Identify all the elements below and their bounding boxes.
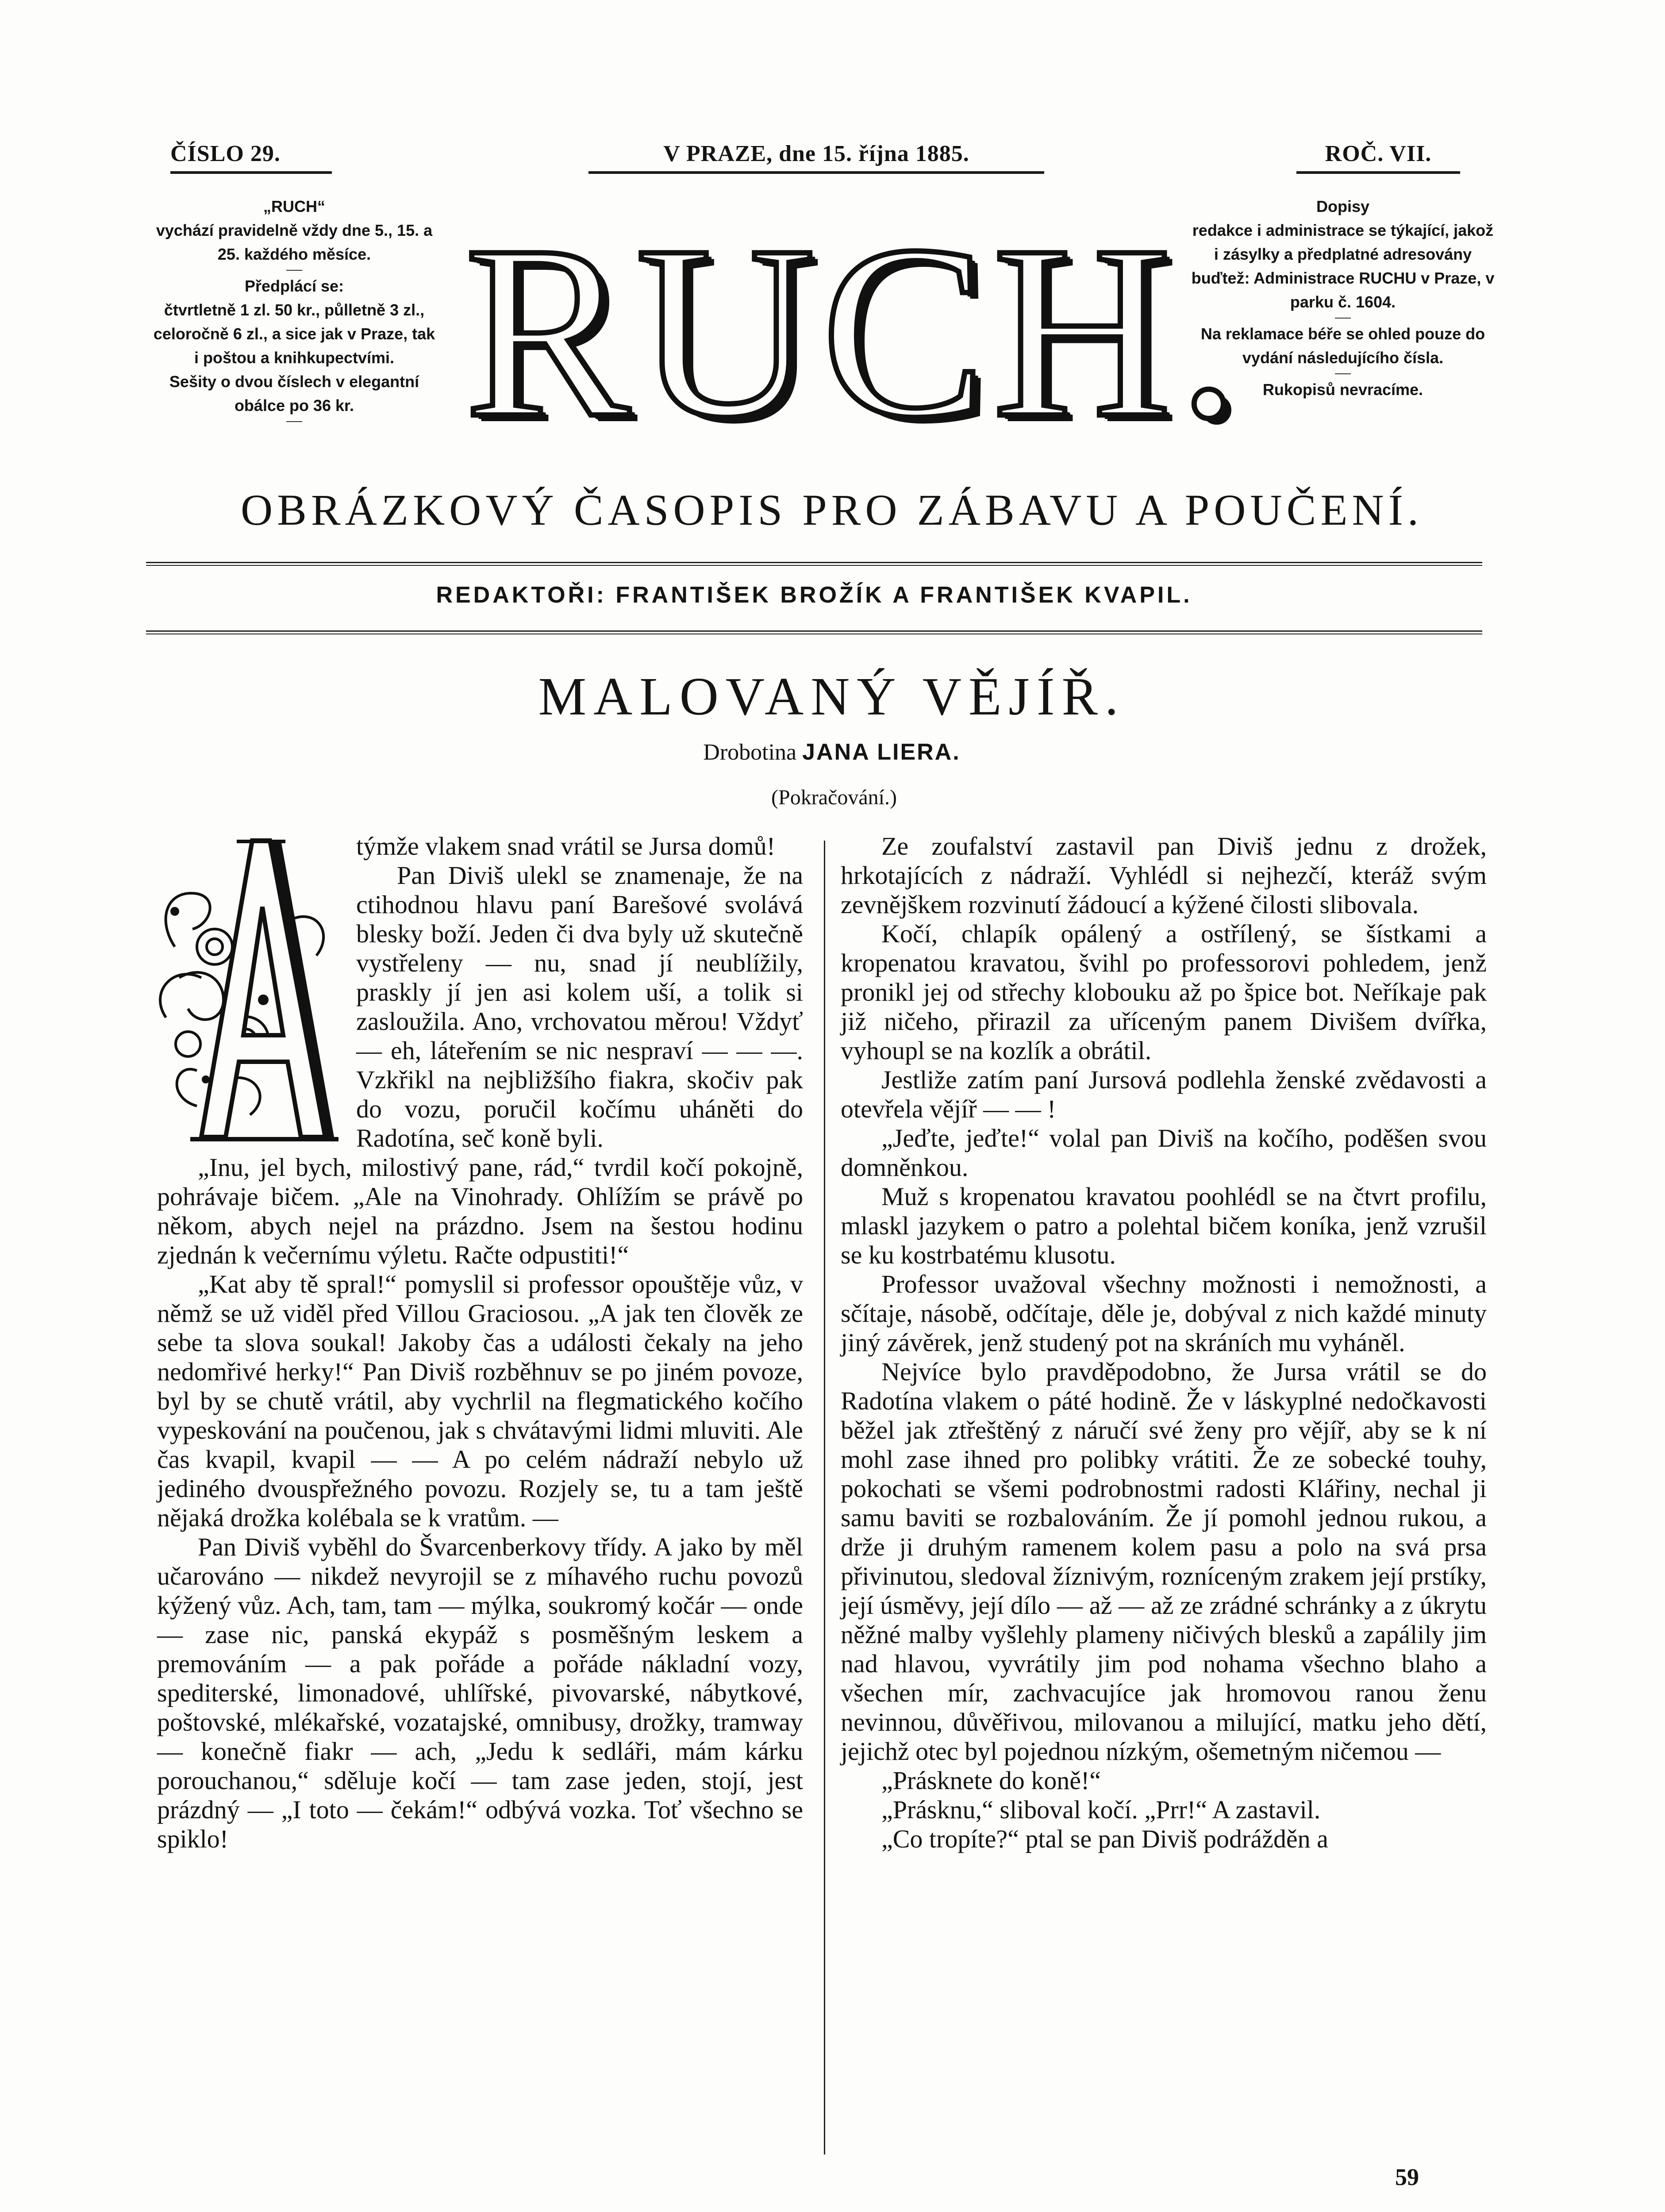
divider — [1335, 318, 1351, 319]
article-left-column — [148, 832, 803, 2159]
ornamental-dropcap — [148, 832, 347, 1146]
continued-note: (Pokračování.) — [771, 786, 897, 809]
info-subscribe-heading: Předplácí se: — [244, 277, 344, 295]
article-title: MALOVANÝ VĚJÍŘ. — [538, 667, 1126, 726]
paragraph: Muž s kropenatou kravatou poohlédl se na čtvrt profilu, mlaskl jazykem o patro a polehtal bičem koníka, jenž vzrušil se ku kostrbatému klusotu. — [841, 1182, 1487, 1269]
masthead-title: RUCH. — [465, 195, 1246, 469]
divider — [286, 270, 302, 271]
info-letters-heading: Dopisy — [1316, 197, 1370, 215]
divider — [1335, 373, 1351, 374]
issue-number: ČÍSLO 29. — [170, 141, 332, 174]
divider — [146, 630, 1482, 634]
paragraph: „Jeďte, jeďte!“ volal pan Diviš na kočího, poděšen svou domněnkou. — [841, 1124, 1487, 1182]
divider — [146, 562, 1482, 566]
column-separator — [824, 841, 825, 2154]
paragraph: Pan Diviš ulekl se znamenaje, že na ctihodnou hlavu paní Barešové svolává blesky boží. Jeden či dva byly už skutečně vystřeleny — nu, snad jí neublížily, praskly jí jen asi kolem uší, a tolik si zasloužila. Ano, vrchovatou měrou! Vždyť — eh, láteřením se nic nespraví — — —. Vzkřikl na nejbližšího fiakra, skočiv pak do vozu, poručil kočímu uháněti do Radotína, seč koně byli. — [356, 861, 803, 1152]
page-number: 59 — [1395, 2164, 1419, 2190]
byline-prefix: Drobotina — [703, 740, 797, 765]
info-complaints: Na reklamace béře se ohled pouze do vydání následujícího čísla. — [1200, 325, 1485, 367]
paragraph: „Prásknete do koně!“ — [881, 1766, 1101, 1795]
paragraph: Ze zoufalství zastavil pan Diviš jednu z drožek, hrkotajících z nádraží. Vyhlédl si nejhezčí, kteráž svým zevnějškem rozvinutí žádoucí a kýžené čilosti slibovala. — [841, 832, 1487, 919]
article-right-column — [841, 832, 1487, 2154]
paragraph: Nejvíce bylo pravděpodobno, že Jursa vrátil se do Radotína vlakem o páté hodině. Že v láskyplné nedočkavosti běžel jak ztřeštěný z náručí své ženy pro vějíř, aby se k ní mohl zase ihned pro polibky vrátiti. Že ze sobecké touhy, pokochati se všemi podrobnostmi radosti Klářiny, nechal ji samu baviti se rozbalováním. Že jí pomohl jednou rukou, a drže ji druhým ramenem kolem pasu a polo na svá prsa přivinutou, sledoval žíznivým, rozníceným zrakem její prstíky, její úsměvy, její dílo — až — až ze zrádné schránky a z úkrytu něžné malby vyšlehly plameny ničivých blesků a zapálily jim nad hlavou, vyvrátily jim pod nohama všechno blaho a všechen mír, zachvacujíce jak hromovou ranou ženu nevinnou, důvěřivou, milovanou a milující, matku jeho dětí, jejichž otec byl pojednou nízkým, ošemetným ničemou — — [841, 1357, 1487, 1766]
paragraph: Professor uvažoval všechny možnosti i nemožnosti, a sčítaje, násobě, odčítaje, děle je, dobýval z nich každé minuty jiný závěrek, jenž studený pot na skráních mu vyháněl. — [841, 1270, 1487, 1357]
info-booklets: Sešity o dvou číslech v elegantní obálce po 36 kr. — [169, 373, 419, 415]
divider — [286, 421, 302, 422]
masthead-subtitle: OBRÁZKOVÝ ČASOPIS PRO ZÁBAVU A POUČENÍ. — [241, 485, 1423, 534]
paragraph: Jestliže zatím paní Jursová podlehla ženské zvědavosti a otevřela vějíř — — ! — [841, 1065, 1487, 1123]
editors-line: REDAKTOŘI: FRANTIŠEK BROŽÍK A FRANTIŠEK KVAPIL. — [436, 582, 1192, 608]
paragraph: „Prásknu,“ sliboval kočí. „Prr!“ A zastavil. — [881, 1795, 1321, 1824]
volume-number: ROČ. VII. — [1296, 141, 1460, 174]
subscription-info — [150, 195, 438, 426]
info-prices: čtvrtletně 1 zl. 50 kr., půlletně 3 zl., celoročně 6 zl., a sice jak v Praze, tak i poštou a knihkupectvími. — [153, 301, 435, 367]
paragraph: „Inu, jel bych, milostivý pane, rád,“ tvrdil kočí pokojně, pohrávaje bičem. „Ale na Vinohrady. Ohlížím se právě po někom, abych nejel na prázdno. Jsem na šestou hodinu zjednán k večernímu výletu. Račte odpustiti!“ — [157, 1153, 803, 1269]
article-byline — [146, 739, 1518, 765]
byline-author: JANA LIERA. — [802, 739, 961, 765]
correspondence-info — [1190, 195, 1496, 402]
info-ruch: „RUCH“ — [263, 197, 325, 215]
info-manuscripts: Rukopisů nevracíme. — [1262, 380, 1423, 399]
info-schedule: vychází pravidelně vždy dne 5., 15. a 25. každého měsíce. — [156, 221, 433, 263]
info-address: redakce i administrace se týkající, jakož i zásylky a předplatné adresovány buďtež: Administrace RUCHU v Praze, v parku č. 1604. — [1191, 221, 1495, 311]
paragraph: Kočí, chlapík opálený a ostřílený, se šístkami a kropenatou kravatou, švihl po professorovi pohledem, jenž pronikl jej od střechy klobouku až po špice bot. Neříkaje pak již ničeho, přirazil za uříceným panem Divišem dvířka, vyhoupl se na kozlík a obrátil. — [841, 919, 1487, 1065]
paragraph: „Kat aby tě spral!“ pomyslil si professor opouštěje vůz, v němž se už viděl před Villou Graciosou. „A jak ten člověk ze sebe ta slova soukal! Jakoby čas a události čekaly na jeho nedomřivé herky!“ Pan Diviš rozběhnuv se po jiném povoze, byl by se chutě vrátil, aby vychrlil na flegmatického kočího vypeskování na poučenou, jak s chvátavými lidmi mluviti. Ale čas kvapil, kvapil — — A po celém nádraží nebylo už jediného dvouspřežného povozu. Rozjely se, tu a tam ještě nějaká drožka kolébala se k vratům. — — [157, 1270, 803, 1532]
paragraph: Pan Diviš vyběhl do Švarcenberkovy třídy. A jako by měl učarováno — nikdež nevyrojil se z míhavého ruchu povozů kýžený vůz. Ach, tam, tam — mýlka, soukromý kočár — onde — zase nic, panská ekypáž s posměšným leskem a premováním — a pak pořáde a pořáde nákladní vozy, spediterské, limonadové, uhlířské, pivovarské, nábytkové, poštovské, mlékařské, vozatajské, omnibusy, drožky, tramway — konečně fiakr — ach, „Jedu k sedláři, mám kárku porouchanou,“ sděluje kočí — tam zase jeden, stojí, jest prázdný — „I toto — čekám!“ odbývá vozka. Toť všechno se spiklo! — [157, 1532, 803, 1853]
paragraph: „Co tropíte?“ ptal se pan Diviš podrážděn a — [881, 1824, 1328, 1853]
paragraph: týmže vlakem snad vrátil se Jursa domů! — [356, 832, 776, 860]
issue-date: V PRAZE, dne 15. října 1885. — [588, 141, 1044, 174]
